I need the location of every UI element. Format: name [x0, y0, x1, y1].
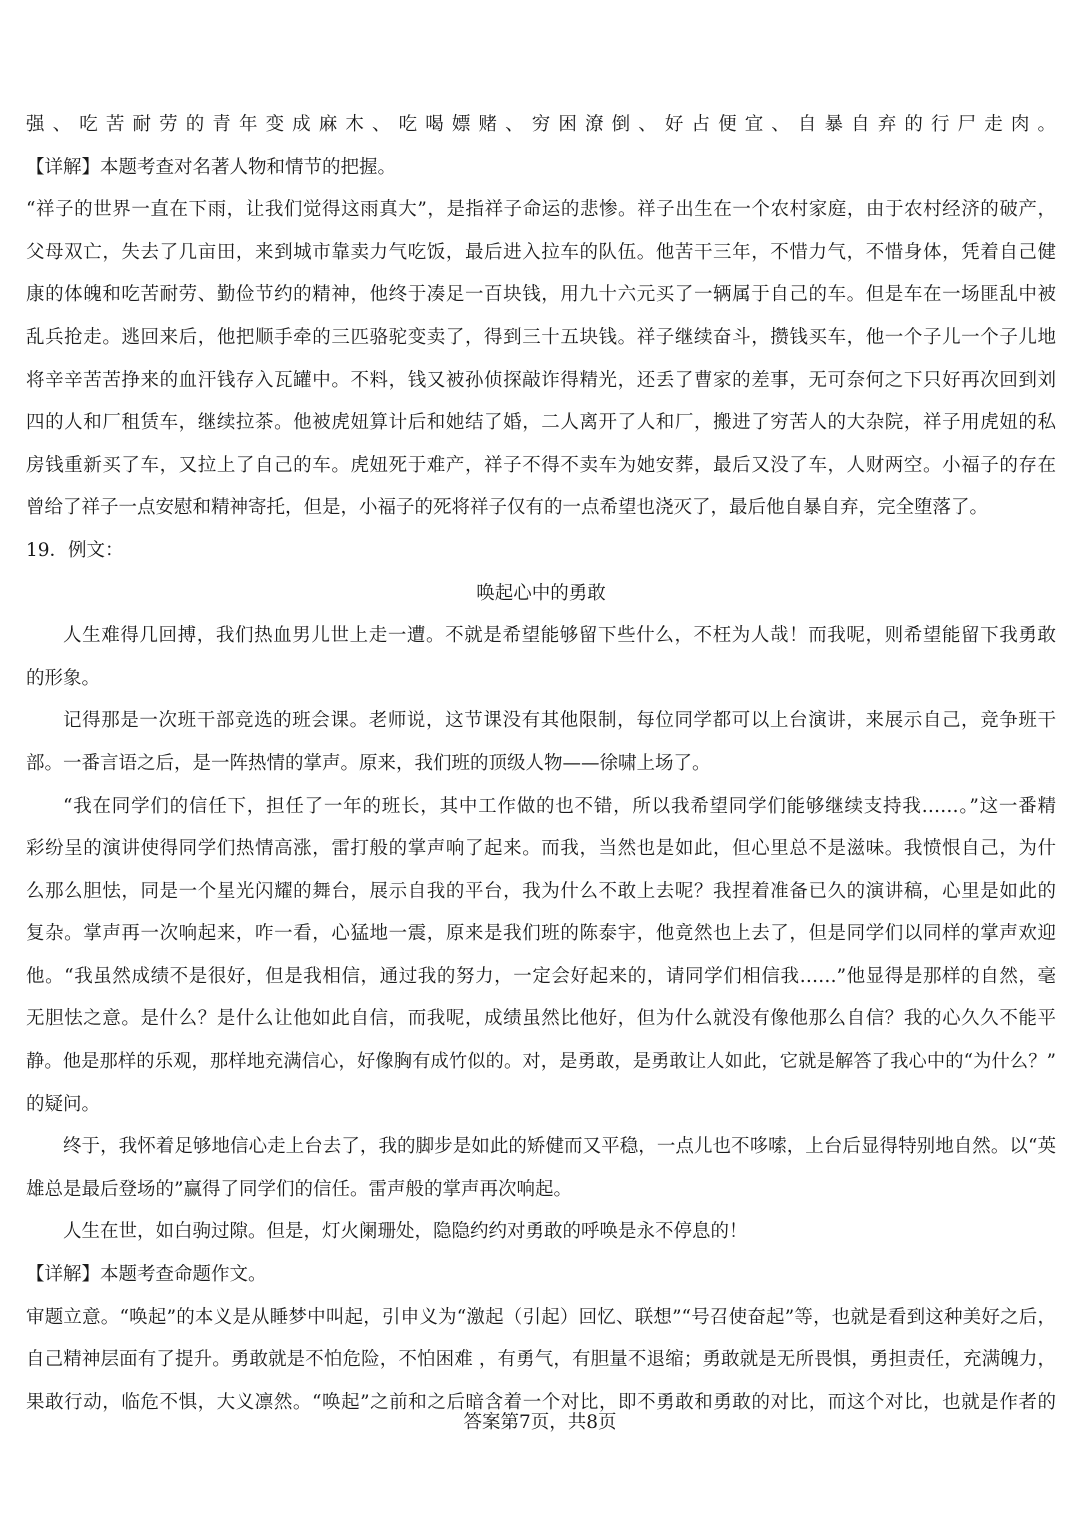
- text-line: 果敢行动，临危不惧，大义凛然。“唤起”之前和之后暗含着一个对比，即不勇敢和勇敢的对比，而这个对比，也就是作者的: [26, 1391, 1056, 1413]
- text-line: 人生在世，如白驹过隙。但是，灯火阑珊处，隐隐约约对勇敢的呼唤是永不停息的！: [63, 1221, 748, 1243]
- text-line: 曾给了祥子一点安慰和精神寄托，但是，小福子的死将祥子仅有的一点希望也浇灭了，最后他自暴自弃，完全堕落了。: [26, 497, 989, 519]
- document-page: [26, 104, 1056, 1424]
- text-line: 康的体魄和吃苦耐劳、勤俭节约的精神，他终于凑足一百块钱，用九十六元买了一辆属于自己的车。但是车在一场匪乱中被: [26, 284, 1056, 306]
- question-number: 19．例文：: [26, 539, 124, 561]
- text-line: 记得那是一次班干部竞选的班会课。老师说，这节课没有其他限制，每位同学都可以上台演讲，来展示自己，竞争班干: [63, 710, 1056, 732]
- text-line: 无胆怯之意。是什么？是什么让他如此自信，而我呢，成绩虽然比他好，但为什么就没有像他那么自信？我的心久久不能平: [26, 1008, 1056, 1030]
- text-line: 父母双亡，失去了几亩田，来到城市靠卖力气吃饭，最后进入拉车的队伍。他苦干三年，不惜力气，不惜身体，凭着自己健: [26, 241, 1056, 263]
- text-line: 他。“我虽然成绩不是很好，但是我相信，通过我的努力，一定会好起来的，请同学们相信我……”他显得是那样的自然，毫: [26, 965, 1056, 987]
- text-line: 复杂。掌声再一次响起来，咋一看，心猛地一震，原来是我们班的陈泰宇，他竟然也上去了，但是同学们以同样的掌声欢迎: [26, 923, 1056, 945]
- text-line: 人生难得几回搏，我们热血男儿世上走一遭。不就是希望能够留下些什么，不枉为人哉！而我呢，则希望能留下我勇敢: [63, 625, 1056, 647]
- text-line: 乱兵抢走。逃回来后，他把顺手牵的三匹骆驼变卖了，得到三十五块钱。祥子继续奋斗，攒钱买车，他一个子儿一个子儿地: [26, 326, 1056, 348]
- text-line: 审题立意。“唤起”的本义是从睡梦中叫起，引申义为“激起（引起）回忆、联想”“号召使奋起”等，也就是看到这种美好之后，: [26, 1306, 1056, 1328]
- text-line: 么那么胆怯，同是一个星光闪耀的舞台，展示自我的平台，我为什么不敢上去呢？我捏着准备已久的演讲稿，心里是如此的: [26, 880, 1056, 902]
- detail-heading: 【详解】本题考查命题作文。: [26, 1264, 267, 1286]
- text-line: 雄总是最后登场的”赢得了同学们的信任。雷声般的掌声再次响起。: [26, 1178, 572, 1200]
- text-line: 部。一番言语之后，是一阵热情的掌声。原来，我们班的顶级人物——徐啸上场了。: [26, 752, 711, 774]
- text-line: 自己精神层面有了提升。勇敢就是不怕危险，不怕困难 ，有勇气，有胆量不退缩；勇敢就是无所畏惧，勇担责任，充满魄力，: [26, 1349, 1056, 1371]
- page-footer: 答案第7页，共8页: [463, 1412, 617, 1433]
- text-line: 强、吃苦耐劳的青年变成麻木、吃喝嫖赌、穷困潦倒、好占便宜、自暴自弃的行尸走肉。: [26, 114, 1056, 135]
- text-line: 四的人和厂租赁车，继续拉茶。他被虎妞算计后和她结了婚，二人离开了人和厂，搬进了穷苦人的大杂院，祥子用虎妞的私: [26, 412, 1056, 434]
- text-line: 彩纷呈的演讲使得同学们热情高涨，雷打般的掌声响了起来。而我，当然也是如此，但心里总不是滋味。我愤恨自己，为什: [26, 838, 1056, 860]
- text-line: 静。他是那样的乐观，那样地充满信心，好像胸有成竹似的。对，是勇敢，是勇敢让人如此，它就是解答了我心中的“为什么？”: [26, 1051, 1056, 1073]
- text-line: 将辛辛苦苦挣来的血汗钱存入瓦罐中。不料，钱又被孙侦探敲诈得精光，还丢了曹家的差事，无可奈何之下只好再次回到刘: [26, 369, 1056, 391]
- text-line: 房钱重新买了车，又拉上了自己的车。虎妞死于难产，祥子不得不卖车为她安葬，最后又没了车，人财两空。小福子的存在: [26, 454, 1056, 476]
- text-line: “我在同学们的信任下，担任了一年的班长，其中工作做的也不错，所以我希望同学们能够继续支持我……。”这一番精: [63, 795, 1056, 817]
- text-line: 终于，我怀着足够地信心走上台去了，我的脚步是如此的矫健而又平稳，一点儿也不哆嗦，上台后显得特别地自然。以“英: [63, 1136, 1056, 1158]
- detail-heading: 【详解】本题考查对名著人物和情节的把握。: [26, 156, 397, 178]
- essay-title: 唤起心中的勇敢: [476, 582, 606, 604]
- text-line: “祥子的世界一直在下雨，让我们觉得这雨真大”，是指祥子命运的悲惨。祥子出生在一个农村家庭，由于农村经济的破产，: [26, 199, 1056, 221]
- text-line: 的形象。: [26, 667, 101, 689]
- text-line: 的疑问。: [26, 1093, 101, 1115]
